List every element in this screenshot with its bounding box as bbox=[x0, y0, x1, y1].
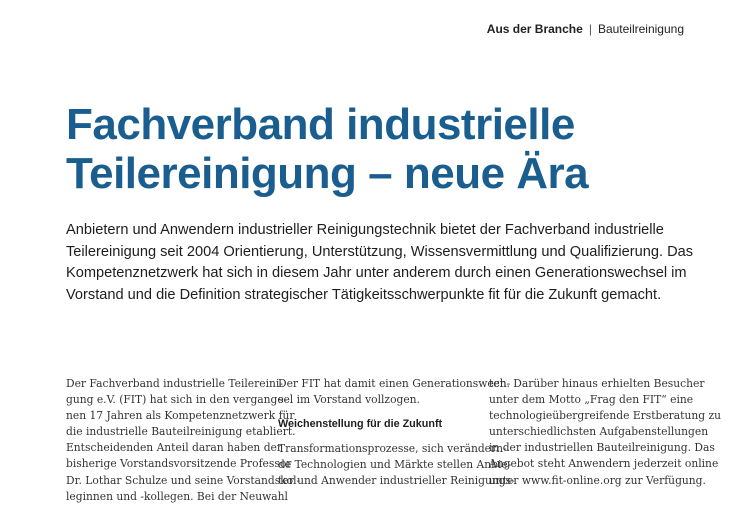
body-line: die industrielle Bauteilreinigung etabliert. bbox=[66, 425, 296, 439]
running-header bbox=[487, 22, 684, 36]
body-line: ten. Darüber hinaus erhielten Besucher bbox=[489, 377, 705, 390]
body-line: ter und Anwender industrieller Reinigungs- bbox=[278, 474, 515, 488]
body-line: leginnen und -kollegen. Bei der Neuwahl bbox=[66, 489, 288, 503]
body-line: Entscheidenden Anteil daran haben der bbox=[66, 441, 282, 455]
lead-paragraph bbox=[66, 220, 694, 306]
title-line: Teilereinigung – neue Ära bbox=[66, 149, 589, 198]
body-line: Angebot steht Anwendern jederzeit online bbox=[489, 457, 719, 471]
title-line: Fachverband industrielle bbox=[66, 100, 575, 149]
body-column-1 bbox=[66, 376, 301, 505]
body-line: in der industriellen Bauteilreinigung. Das bbox=[489, 441, 715, 455]
header-separator: | bbox=[588, 22, 592, 36]
body-line: unter dem Motto „Frag den FIT“ eine bbox=[489, 393, 694, 407]
article-title bbox=[66, 100, 686, 198]
body-line: gung e.V. (FIT) hat sich in den vergange- bbox=[66, 393, 288, 407]
body-line: Transformationsprozesse, sich verändern- bbox=[278, 442, 507, 456]
body-line: unterschiedlichsten Aufgabenstellungen bbox=[489, 425, 709, 439]
body-column-2 bbox=[278, 376, 515, 489]
body-line: Der Fachverband industrielle Teilereini- bbox=[66, 377, 283, 390]
lead-line: Vorstand und die Definition strategischer Tätigkeitsschwerpunkte fit für die Zukunft gemacht. bbox=[66, 286, 662, 303]
header-topic: Bauteilreinigung bbox=[597, 22, 684, 36]
body-line: de Technologien und Märkte stellen Anbie- bbox=[278, 458, 512, 472]
body-line: sel im Vorstand vollzogen. bbox=[278, 393, 420, 407]
lead-line: Kompetenznetzwerk hat sich in diesem Jahr unter anderem durch einen Generationswechsel im bbox=[66, 265, 687, 281]
lead-line: Teilereinigung seit 2004 Orientierung, Unterstützung, Wissensvermittlung und Qualifizierung. Das bbox=[66, 243, 694, 260]
body-line: bisherige Vorstandsvorsitzende Professor bbox=[66, 457, 292, 471]
body-column-3 bbox=[489, 376, 721, 489]
body-line: Der FIT hat damit einen Generationswech- bbox=[278, 377, 511, 390]
body-line: Dr. Lothar Schulze und seine Vorstandskol- bbox=[66, 473, 301, 487]
body-line: unter www.fit-online.org zur Verfügung. bbox=[489, 473, 706, 487]
lead-line: Anbietern und Anwendern industrieller Reinigungstechnik bietet der Fachverband industrielle bbox=[66, 222, 664, 238]
header-section: Aus der Branche bbox=[486, 22, 583, 36]
body-line: technologieübergreifende Erstberatung zu bbox=[489, 409, 721, 423]
section-subheading: Weichenstellung für die Zukunft bbox=[278, 418, 443, 431]
body-line: nen 17 Jahren als Kompetenznetzwerk für bbox=[66, 409, 295, 423]
